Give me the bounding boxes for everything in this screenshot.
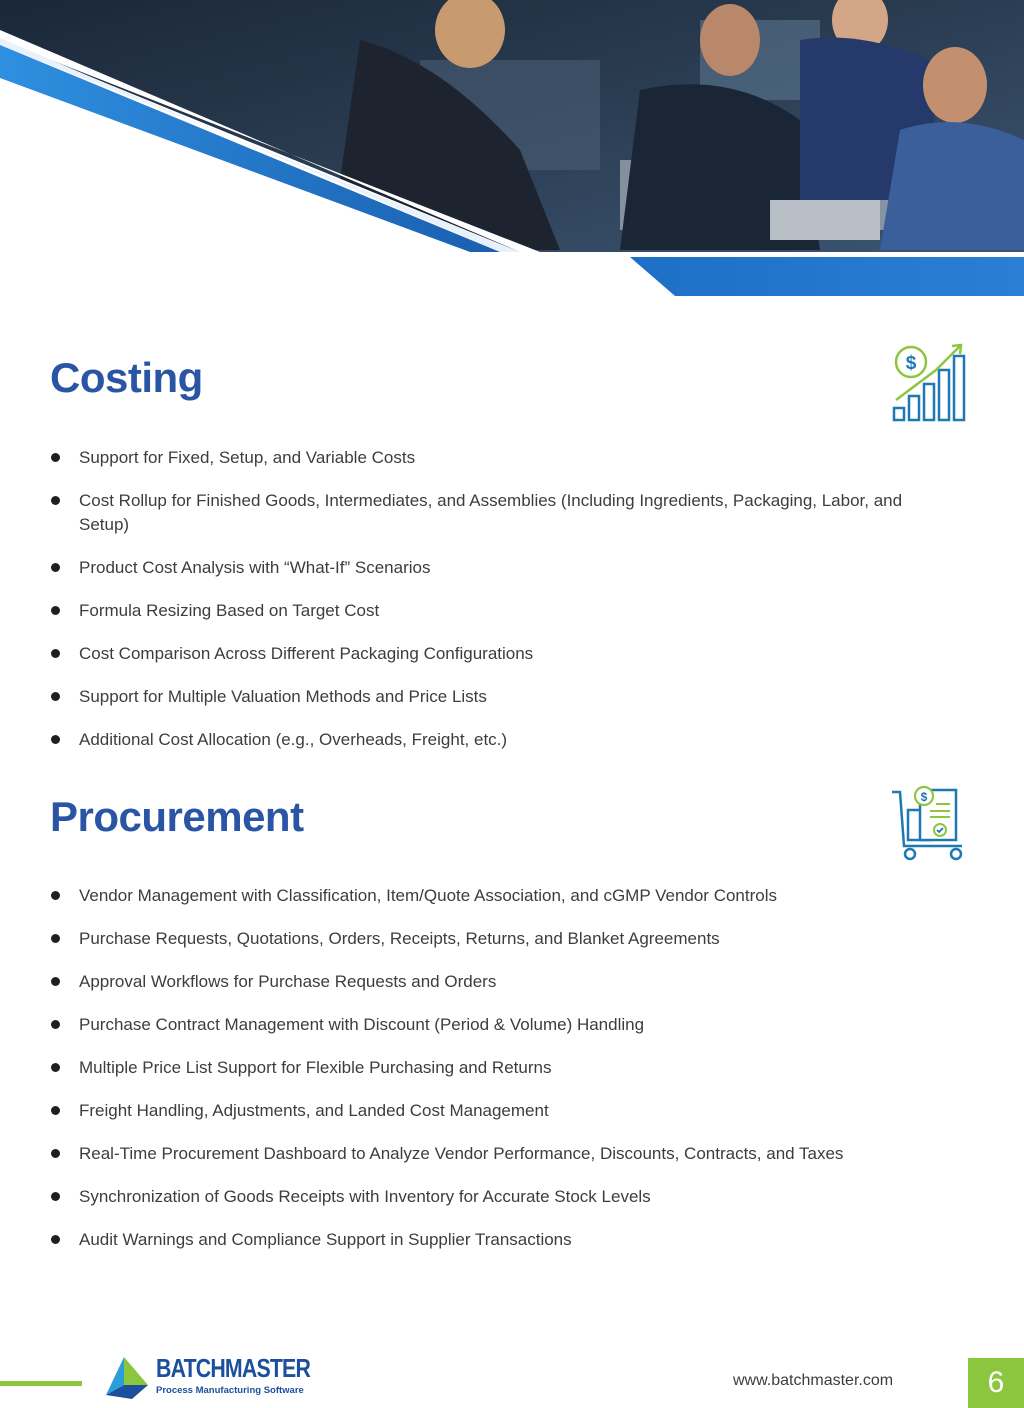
svg-text:$: $ <box>905 353 917 374</box>
bullet-icon <box>51 735 60 744</box>
list-item: Synchronization of Goods Receipts with Inventory for Accurate Stock Levels <box>50 1185 950 1209</box>
list-item: Formula Resizing Based on Target Cost <box>50 599 950 623</box>
list-item: Freight Handling, Adjustments, and Landed Cost Management <box>50 1099 950 1123</box>
bullet-icon <box>51 1106 60 1115</box>
bullet-icon <box>51 1020 60 1029</box>
bullet-icon <box>51 977 60 986</box>
list-item: Audit Warnings and Compliance Support in Supplier Transactions <box>50 1228 950 1252</box>
footer-accent-line <box>0 1381 82 1386</box>
list-item: Real-Time Procurement Dashboard to Analyze Vendor Performance, Discounts, Contracts, and Taxes <box>50 1142 950 1166</box>
procurement-list <box>50 884 950 1252</box>
bullet-icon <box>51 934 60 943</box>
team-working-photo <box>0 0 1024 300</box>
page-number: 6 <box>968 1358 1024 1408</box>
cost-growth-chart-icon <box>890 342 972 429</box>
bullet-icon <box>51 649 60 658</box>
list-item: Support for Multiple Valuation Methods and Price Lists <box>50 685 950 709</box>
costing-list <box>50 446 950 752</box>
bullet-icon <box>51 692 60 701</box>
bullet-icon <box>51 1192 60 1201</box>
list-item: Multiple Price List Support for Flexible Purchasing and Returns <box>50 1056 950 1080</box>
list-item: Vendor Management with Classification, Item/Quote Association, and cGMP Vendor Controls <box>50 884 950 908</box>
logo-tagline: Process Manufacturing Software <box>156 1385 304 1396</box>
list-item: Product Cost Analysis with “What-If” Scenarios <box>50 556 950 580</box>
bullet-icon <box>51 1235 60 1244</box>
list-item: Purchase Requests, Quotations, Orders, Receipts, Returns, and Blanket Agreements <box>50 927 950 951</box>
list-item: Additional Cost Allocation (e.g., Overheads, Freight, etc.) <box>50 728 950 752</box>
list-item: Approval Workflows for Purchase Requests and Orders <box>50 970 950 994</box>
procurement-title: Procurement <box>50 793 304 840</box>
list-item: Cost Comparison Across Different Packaging Configurations <box>50 642 950 666</box>
list-item: Cost Rollup for Finished Goods, Intermediates, and Assemblies (Including Ingredients, Packaging, Labor, and Setup) <box>50 489 950 537</box>
batchmaster-logo[interactable] <box>104 1353 311 1401</box>
bullet-icon <box>51 1149 60 1158</box>
bullet-icon <box>51 1063 60 1072</box>
list-item: Support for Fixed, Setup, and Variable Costs <box>50 446 950 470</box>
bullet-icon <box>51 453 60 462</box>
bullet-icon <box>51 496 60 505</box>
pyramid-logo-icon <box>104 1355 154 1401</box>
shopping-cart-invoice-icon <box>890 784 970 867</box>
bullet-icon <box>51 891 60 900</box>
website-link[interactable]: www.batchmaster.com <box>733 1372 894 1389</box>
list-item: Purchase Contract Management with Discount (Period & Volume) Handling <box>50 1013 950 1037</box>
bullet-icon <box>51 606 60 615</box>
costing-title: Costing <box>50 354 203 401</box>
svg-text:$: $ <box>920 790 928 804</box>
hero-banner <box>0 0 1024 300</box>
logo-name: BATCHMASTER <box>156 1353 311 1383</box>
bullet-icon <box>51 563 60 572</box>
